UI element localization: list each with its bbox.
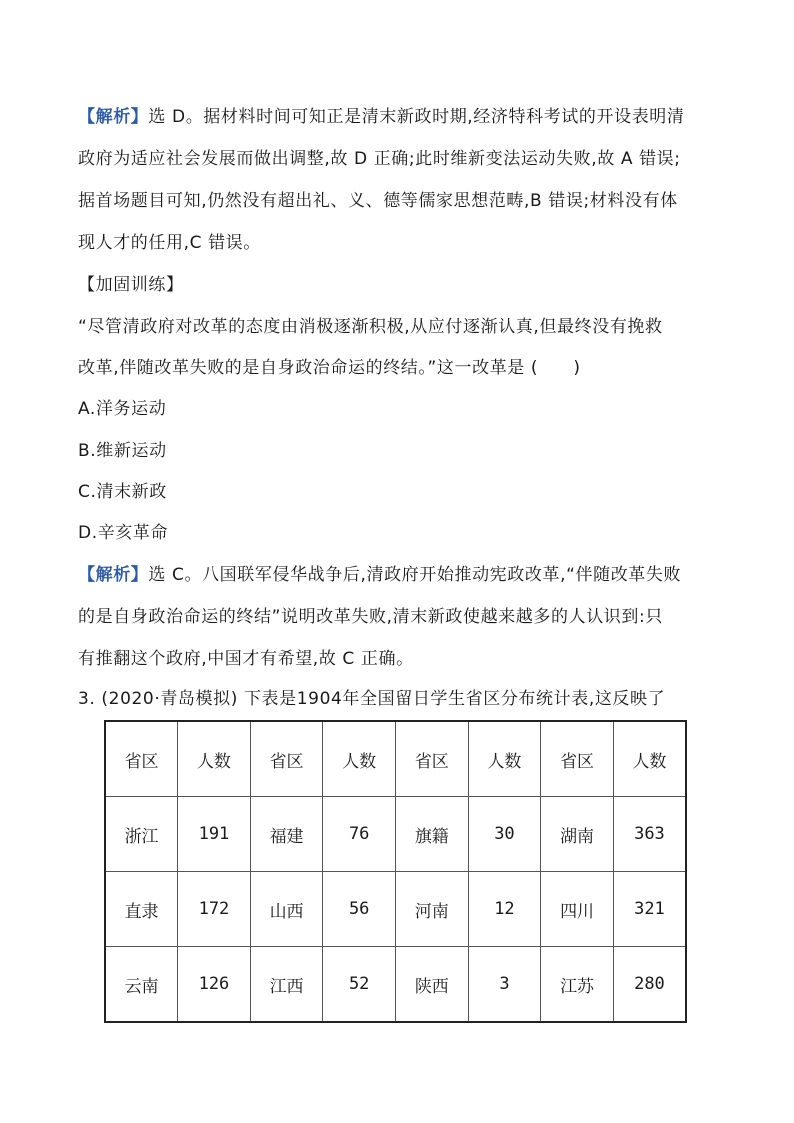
question-line-1: “尽管清政府对改革的态度由消极逐渐积极,从应付逐渐认真,但最终没有挽救 (78, 317, 663, 337)
count-cell: 363 (613, 797, 686, 872)
province-cell: 江西 (250, 947, 323, 1023)
analysis1-line-4: 现人才的任用,C 错误。 (78, 233, 261, 253)
province-cell: 云南 (105, 947, 178, 1023)
count-cell: 321 (613, 872, 686, 947)
province-cell: 湖南 (541, 797, 614, 872)
question3-stem: 3. (2020·青岛模拟) 下表是1904年全国留日学生省区分布统计表,这反映了 (78, 689, 666, 709)
student-distribution-table (104, 720, 687, 1023)
option-b: B.维新运动 (78, 441, 167, 461)
count-cell: 30 (468, 797, 541, 872)
count-cell: 191 (178, 797, 251, 872)
table-header-cell: 人数 (468, 721, 541, 797)
province-cell: 江苏 (541, 947, 614, 1023)
count-cell: 76 (323, 797, 396, 872)
analysis2-text-1: 选 C。八国联军侵华战争后,清政府开始推动宪政改革,“伴随改革失败 (148, 565, 682, 585)
table-header-cell: 省区 (105, 721, 178, 797)
training-heading: 【加固训练】 (78, 275, 184, 295)
table-header-row (105, 721, 686, 797)
table-header-cell: 省区 (250, 721, 323, 797)
province-cell: 旗籍 (396, 797, 469, 872)
count-cell: 172 (178, 872, 251, 947)
table-row (105, 797, 686, 872)
analysis1-line-2: 政府为适应社会发展而做出调整,故 D 正确;此时维新变法运动失败,故 A 错误; (78, 149, 681, 169)
analysis2-line-3: 有推翻这个政府,中国才有希望,故 C 正确。 (78, 649, 414, 669)
count-cell: 126 (178, 947, 251, 1023)
province-cell: 浙江 (105, 797, 178, 872)
province-cell: 河南 (396, 872, 469, 947)
analysis-tag: 【解析】 (78, 107, 149, 127)
table-header-cell: 人数 (323, 721, 396, 797)
count-cell: 280 (613, 947, 686, 1023)
table-row (105, 872, 686, 947)
option-d: D.辛亥革命 (78, 523, 169, 543)
province-cell: 山西 (250, 872, 323, 947)
table-header-cell: 人数 (613, 721, 686, 797)
analysis1-line-1 (78, 106, 685, 128)
analysis1-text-1: 选 D。据材料时间可知正是清末新政时期,经济特科考试的开设表明清 (148, 107, 685, 127)
analysis2-line-2: 的是自身政治命运的终结”说明改革失败,清末新政使越来越多的人认识到:只 (78, 607, 663, 627)
analysis-tag: 【解析】 (78, 565, 149, 585)
option-a: A.洋务运动 (78, 399, 167, 419)
count-cell: 3 (468, 947, 541, 1023)
analysis2-line-1 (78, 564, 681, 586)
count-cell: 12 (468, 872, 541, 947)
table-header-cell: 人数 (178, 721, 251, 797)
count-cell: 52 (323, 947, 396, 1023)
table-header-cell: 省区 (541, 721, 614, 797)
province-cell: 四川 (541, 872, 614, 947)
question-line-2: 改革,伴随改革失败的是自身政治命运的终结。”这一改革是 ( ) (78, 358, 581, 378)
analysis1-line-3: 据首场题目可知,仍然没有超出礼、义、德等儒家思想范畴,B 错误;材料没有体 (78, 191, 678, 211)
province-cell: 直隶 (105, 872, 178, 947)
count-cell: 56 (323, 872, 396, 947)
table-row (105, 947, 686, 1023)
option-c: C.清末新政 (78, 482, 167, 502)
province-cell: 陕西 (396, 947, 469, 1023)
table-header-cell: 省区 (396, 721, 469, 797)
province-cell: 福建 (250, 797, 323, 872)
